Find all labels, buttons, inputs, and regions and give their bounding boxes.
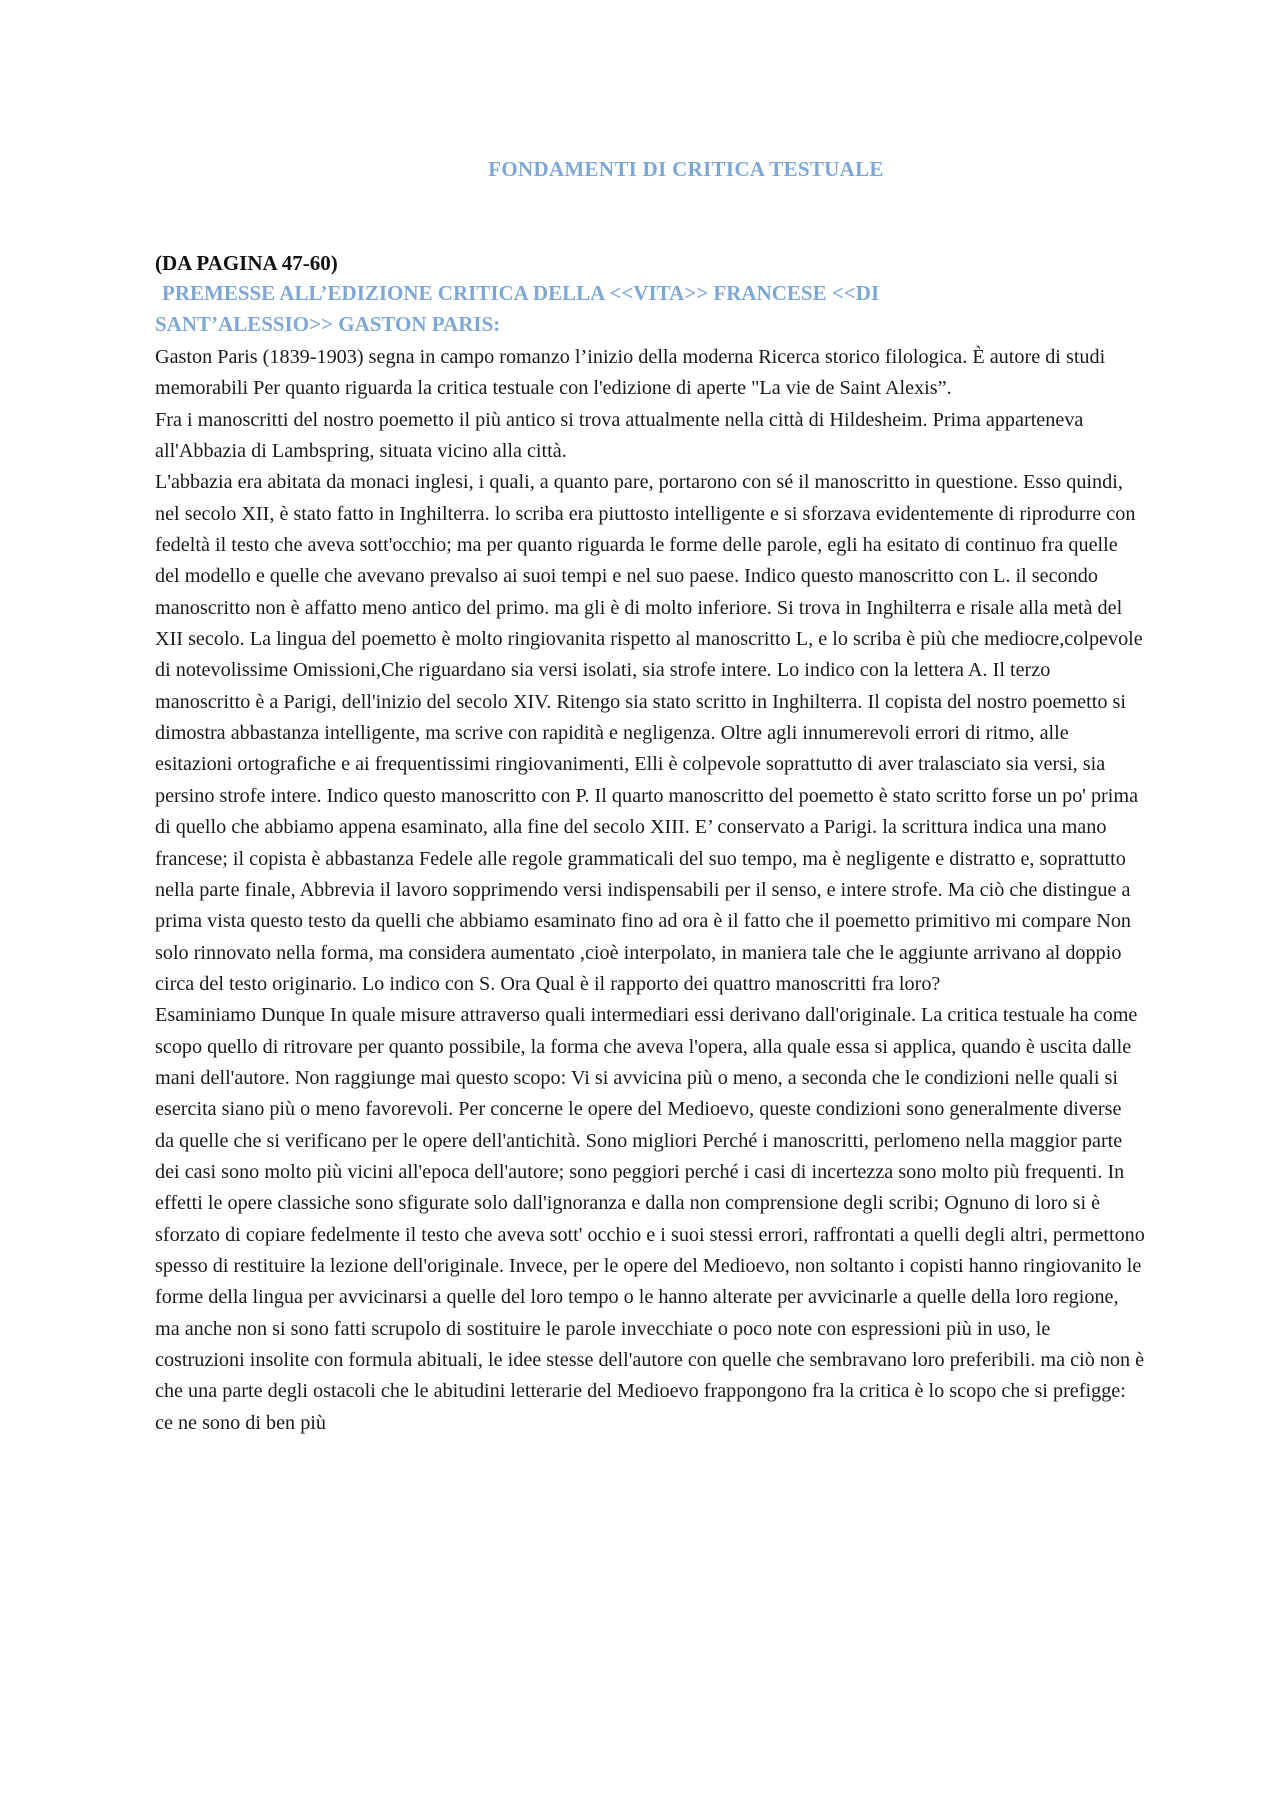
document-content [155,248,1145,1439]
body-text [155,342,1145,1439]
paragraph-2: Fra i manoscritti del nostro poemetto il più antico si trova attualmente nella città di Hildesheim. Prima apparteneva all'Abbazia di Lambspring, situata vicino alla città. [155,408,1084,463]
paragraph-1: Gaston Paris (1839-1903) segna in campo romanzo l’inizio della moderna Ricerca storico filologica. È autore di studi memorabili Per quanto riguarda la critica testuale con l'edizione di aperte "La vie de Saint Alexis”. [155,346,1106,400]
paragraph-4: Esaminiamo Dunque In quale misure attraverso quali intermediari essi derivano dall'originale. La critica testuale ha come scopo quello di ritrovare per quanto possibile, la forma che aveva l'opera, alla quale essa si applica, quando è uscita dalle mani dell'autore. Non raggiunge mai questo scopo: Vi si avvicina più o meno, a seconda che le condizioni nelle quali si esercita siano più o meno favorevoli. Per concerne le opere del Medioevo, queste condizioni sono generalmente diverse da quelle che si verificano per le opere dell'antichità. Sono migliori Perché i manoscritti, perlomeno nella maggior parte dei casi sono molto più vicini all'epoca dell'autore; sono peggiori perché i casi di incertezza sono molto più frequenti. In effetti le opere classiche sono sfigurate solo dall'ignoranza e dalla non comprensione degli scribi; Ognuno di loro si è sforzato di copiare fedelmente il testo che aveva sott' occhio e i suoi stessi errori, raffrontati a quelli degli altri, permettono spesso di restituire la lezione dell'originale. Invece, per le opere del Medioevo, non soltanto i copisti hanno ringiovanito le forme della lingua per avvicinarsi a quelle del loro tempo o le hanno alterate per avvicinarle a quelle della loro regione, ma anche non si sono fatti scrupolo di sostituire le parole invecchiate o poco note con espressioni più in uso, le costruzioni insolite con formula abituali, le idee stesse dell'autore con quelle che sembravano loro preferibili. ma ciò non è che una parte degli ostacoli che le abitudini letterarie del Medioevo frappongono fra la critica è lo scopo che si prefigge: ce ne sono di ben più [155,1004,1145,1434]
page-range-label: (DA PAGINA 47-60) [155,251,338,275]
section-heading [155,278,1145,340]
paragraph-3: L'abbazia era abitata da monaci inglesi, i quali, a quanto pare, portarono con sé il manoscritto in questione. Esso quindi, nel secolo XII, è stato fatto in Inghilterra. lo scriba era piuttosto intelligente e si sforzava evidentemente di riprodurre con fedeltà il testo che aveva sott'occhio; ma per quanto riguarda le forme delle parole, egli ha esitato di continuo fra quelle del modello e quelle che avevano prevalso ai suoi tempi e nel suo paese. Indico questo manoscritto con L. il secondo manoscritto non è affatto meno antico del primo. ma gli è di molto inferiore. Si trova in Inghilterra e risale alla metà del XII secolo. La lingua del poemetto è molto ringiovanita rispetto al manoscritto L, e lo scriba è più che mediocre,colpevole di notevolissime Omissioni,Che riguardano sia versi isolati, sia strofe intere. Lo indico con la lettera A. Il terzo manoscritto è a Parigi, dell'inizio del secolo XIV. Ritengo sia stato scritto in Inghilterra. Il copista del nostro poemetto si dimostra abbastanza intelligente, ma scrive con rapidità e negligenza. Oltre agli innumerevoli errori di ritmo, alle esitazioni ortografiche e ai frequentissimi ringiovanimenti, Elli è colpevole soprattutto di aver tralasciato sia versi, sia persino strofe intere. Indico questo manoscritto con P. Il quarto manoscritto del poemetto è stato scritto forse un po' prima di quello che abbiamo appena esaminato, alla fine del secolo XIII. E’ conservato a Parigi. la scrittura indica una mano francese; il copista è abbastanza Fedele alle regole grammaticali del suo tempo, ma è negligente e distratto e, soprattutto nella parte finale, Abbrevia il lavoro sopprimendo versi indispensabili per il senso, e intere strofe. Ma ciò che distingue a prima vista questo testo da quelli che abbiamo esaminato fino ad ora è il fatto che il poemetto primitivo mi compare Non solo rinnovato nella forma, ma considera aumentato ,cioè interpolato, in maniera tale che le aggiunte arrivano al doppio circa del testo originario. Lo indico con S. Ora Qual è il rapporto dei quattro manoscritti fra loro? [155,471,1143,995]
section-heading-line-2: SANT’ALESSIO>> GASTON PARIS: [155,312,501,336]
section-heading-line-1: PREMESSE ALL’EDIZIONE CRITICA DELLA <<VITA>> FRANCESE <<DI [162,281,880,305]
document-title: FONDAMENTI DI CRITICA TESTUALE [488,157,884,181]
